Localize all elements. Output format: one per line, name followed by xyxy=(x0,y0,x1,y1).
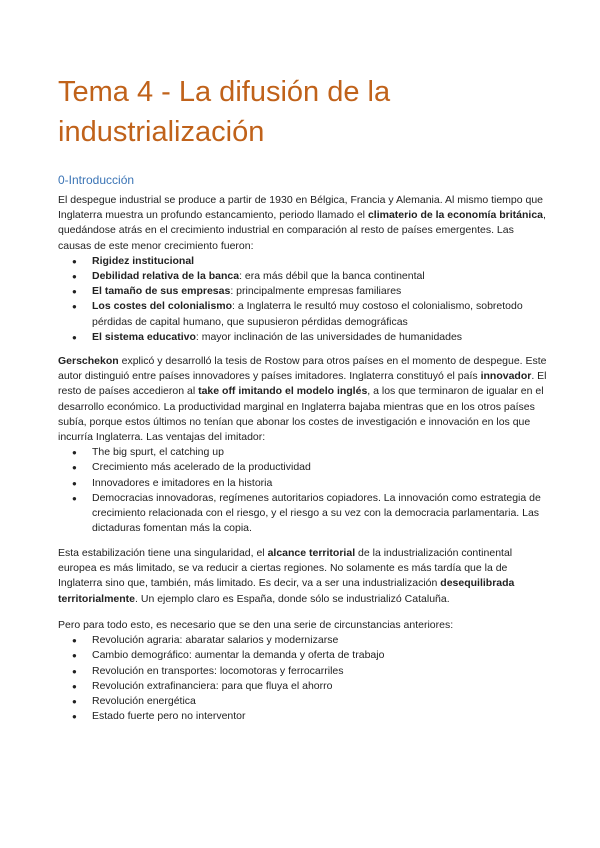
section-circumstances xyxy=(58,618,550,724)
list-item: ● Democracias innovadoras, regímenes autoritarios copiadores. La innovación como estrategia de crecimiento relacionada con el riesgo, y el riesgo a su vez con la democracia parlamentaria. Las dictaduras fomentan más la copia. xyxy=(58,491,550,537)
section-intro xyxy=(58,193,550,345)
list-item: ● El sistema educativo: mayor inclinación de las universidades de humanidades xyxy=(58,330,550,345)
list-item: ● Crecimiento más acelerado de la productividad xyxy=(58,460,550,475)
list-item: ● Rigidez institucional xyxy=(58,254,550,269)
list-item: ● Los costes del colonialismo: a Inglaterra le resultó muy costoso el colonialismo, sobretodo pérdidas de capital humano, que supusieron pérdidas demográficas xyxy=(58,299,550,329)
list-item: ● The big spurt, el catching up xyxy=(58,445,550,460)
section-territorial xyxy=(58,546,550,607)
list-item: ● Debilidad relativa de la banca: era más débil que la banca continental xyxy=(58,269,550,284)
paragraph-4: Pero para todo esto, es necesario que se den una serie de circunstancias anteriores: xyxy=(58,619,454,631)
list-item: ● Innovadores e imitadores en la historia xyxy=(58,476,550,491)
section-heading: 0-Introducción xyxy=(58,173,135,187)
causes-list xyxy=(58,254,550,345)
advantages-list xyxy=(58,445,550,536)
paragraph-2: Gerschekon explicó y desarrolló la tesis de Rostow para otros países en el momento de despegue. Este autor distinguió entre países innovadores y países imitadores. Inglaterra constituyó el país innovador. El resto de países accedieron al take off imitando el modelo inglés, a los que terminaron de igualar en el desarrollo económico. La productividad marginal en Inglaterra bajaba mientras que en los otros países subía, porque estos últimos no tenían que abonar los costes de investigación e innovación en los que incurría Inglaterra. Las ventajas del imitador: xyxy=(58,355,547,444)
paragraph-1: El despegue industrial se produce a partir de 1930 en Bélgica, Francia y Alemania. Al mismo tiempo que Inglaterra muestra un profundo estancamiento, periodo llamado el climaterio de la economía británica, quedándose atrás en el crecimiento industrial en comparación al resto de países emergentes. Las causas de este menor crecimiento fueron: xyxy=(58,194,546,252)
list-item: ● Revolución extrafinanciera: para que fluya el ahorro xyxy=(58,679,550,694)
list-item: ● Cambio demográfico: aumentar la demanda y oferta de trabajo xyxy=(58,648,550,663)
page-title: Tema 4 - La difusión de la industrialización xyxy=(58,76,391,148)
section-gerschekon xyxy=(58,354,550,536)
circumstances-list xyxy=(58,633,550,724)
list-item: ● Revolución en transportes: locomotoras y ferrocarriles xyxy=(58,664,550,679)
list-item: ● Revolución energética xyxy=(58,694,550,709)
list-item: ● Estado fuerte pero no interventor xyxy=(58,709,550,724)
list-item: ● El tamaño de sus empresas: principalmente empresas familiares xyxy=(58,284,550,299)
list-item: ● Revolución agraria: abaratar salarios y modernizarse xyxy=(58,633,550,648)
paragraph-3: Esta estabilización tiene una singularidad, el alcance territorial de la industrialización continental europea es más limitado, se va reducir a ciertas regiones. No solamente es más tardía que la de Inglaterra sino que, también, más limitado. Es decir, va a ser una industrialización desequilibrada territorialmente. Un ejemplo claro es España, donde sólo se industrializó Cataluña. xyxy=(58,547,515,605)
